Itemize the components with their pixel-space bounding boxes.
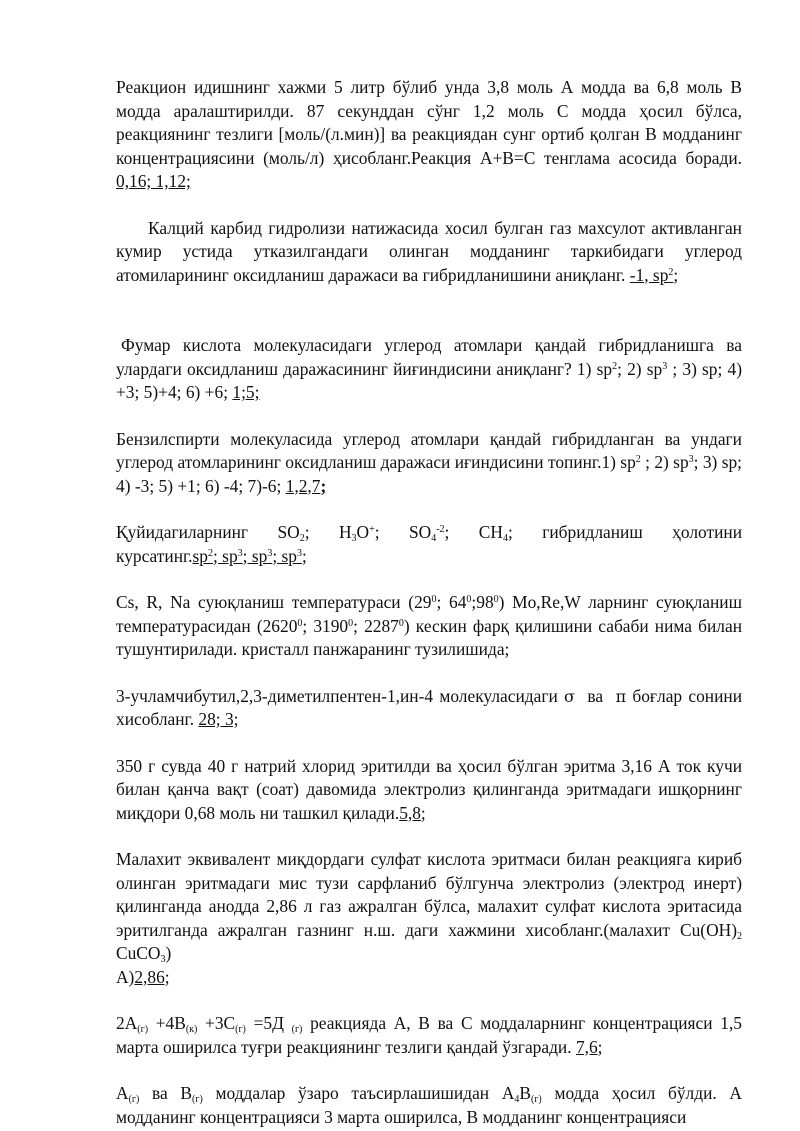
problem-sigma-pi-bonds: 3-учламчибутил,2,3-диметилпентен-1,ин-4 молекуласидаги σ ва π боғлар сонини хисобланг. 28; 3; bbox=[116, 685, 742, 729]
answer: 28; 3; bbox=[198, 709, 239, 729]
problem-text: Қуйидагиларнинг $SO_2$; $H_3O^+$; $SO_4^{-2}$; $CH_4$; гибридланиш ҳолотини bbox=[116, 522, 742, 544]
problem-text: Калций карбид гидролизи натижасида хосил булган газ махсулот активланган кумир устида утказилгандаги олинган модданинг таркибидаги углерод атомиларининг оксидланиш даражаси ва гибридланишини аниқланг. bbox=[116, 217, 742, 285]
problem-text: Фумар кислота молекуласидаги углерод атомлари қандай гибридланишга ва улардаги оксидланиш даражасининг йиғиндисини аниқланг? 1) sp bbox=[116, 335, 742, 379]
problem-calcium-carbide bbox=[116, 217, 742, 288]
problem-reaction-rate bbox=[116, 76, 742, 194]
problem-text: Малахит эквивалент миқдордаги сулфат кислота эритмаси билан реакцияга кириб олинган эритмадаги мис тузи сарфланиб бўлгунча электролиз (электрод инерт) қилинганда анодда 2,86 л газ ажралган бўлса, малахит сулфат кислота эритасида эритилганда ажралган газнинг н.ш. даги хажмини хисобланг.(малахит Cu(OH) bbox=[116, 849, 742, 940]
problem-hybridization-list: Қуйидагиларнинг $SO_2$; $H_3O^+$; $SO_4^{-2}$; $CH_4$; гибридланиш ҳолотини $курсатинг.sp^2$; $sp^3$; $sp^3$; $sp^3$; bbox=[116, 522, 742, 566]
answer: 7,6; bbox=[575, 1036, 603, 1057]
answer: $sp^2$; $sp^3$; $sp^3$; $sp^3$ bbox=[192, 545, 302, 566]
answer: 1,2,7 bbox=[285, 475, 321, 496]
sigma-symbol: σ bbox=[564, 686, 575, 706]
problem-melting-points: Cs, R, Na суюқланиш температураси ($29^0$; $64^0;98^0$) Mo,Re,W ларнинг суюқланиш температурасидан (2620$^0$; 3190$^0$; 2287$^0$) кескин фарқ қилишини сабаби нима билан тушунтирилади. кристалл панжаранинг тузилишида; bbox=[116, 592, 742, 659]
answer: -1, $sp^2$; bbox=[629, 264, 679, 285]
answer: 2,86; bbox=[134, 966, 170, 987]
problem-a4b-formation: $А_{(г)}$ ва $В_{(г)}$ моддалар ўзаро таъсирлашишидан $А_4В_{(г)}$ модда ҳосил бўлди. А модданинг концентрацияси 3 марта оширилса, В модданинг концентрацияси bbox=[116, 1083, 742, 1127]
problem-malachite: Малахит эквивалент миқдордаги сулфат кислота эритмаси билан реакцияга кириб олинган эритмадаги мис тузи сарфланиб бўлгунча электролиз (электрод инерт) қилинганда анодда 2,86 л газ ажралган бўлса, малахит сулфат кислота эритасида эритилганда ажралган газнинг н.ш. даги хажмини хисобланг.(малахит $Cu(OH)_2$ CuCO$_3$) А)2,86; bbox=[116, 849, 742, 987]
problem-text: 350 г сувда 40 г натрий хлорид эритилди ва ҳосил бўлган эритма 3,16 А ток кучи билан қанча вақт (соат) давомида электролиз қилинганда эритмадаги ишқорнинг миқдори 0,68 моль ни ташкил қилади. bbox=[116, 755, 742, 823]
answer: 5,8; bbox=[399, 802, 426, 823]
problem-benzyl-alcohol: Бензилспирти молекуласида углерод атомлари қандай гибридланган ва ундаги углерод атомларининг оксидланиш даражаси иғиндисини топинг.1) $sp^2$ ; 2) $sp^3$; 3) sp; 4) -3; 5) +1; 6) -4; 7)-6; 1,2,7; bbox=[116, 428, 743, 496]
pi-symbol: π bbox=[615, 686, 627, 706]
problem-electrolysis-nacl bbox=[116, 755, 742, 826]
problem-reaction-rate-change: $2А_{(г)} +4В_{(к)} +3С_{(г)} =5Д$ $_{(г)}$ реакцияда А, В ва С моддаларнинг концентрацияси 1,5 марта оширилса туғри реакциянинг тезлиги қандай ўзгаради. 7,6; bbox=[116, 1013, 743, 1057]
answer: 0,16; 1,12; bbox=[116, 171, 191, 191]
problem-fumaric-acid: Фумар кислота молекуласидаги углерод атомлари қандай гибридланишга ва улардаги оксидланиш даражасининг йиғиндисини аниқланг? 1) $sp^2$; 2) $sp^3$ ; 3) sp; 4) +3; 5)+4; 6) +6; 1;5; bbox=[116, 335, 742, 402]
answer: 1;5; bbox=[232, 382, 260, 402]
problem-text: Бензилспирти молекуласида углерод атомлари қандай гибридланган ва ундаги углерод атомларининг оксидланиш даражаси иғиндисини топинг.1) sp bbox=[116, 428, 742, 472]
problem-text: Реакцион идишнинг хажми 5 литр бўлиб унда 3,8 моль А модда ва 6,8 моль В модда аралаштирилди. 87 секунддан сўнг 1,2 моль С модда ҳосил бўлса, реакциянинг тезлиги [моль/(л.мин)] ва реакциядан сунг ортиб қолган В модданинг концентрациясини (моль/л) ҳисобланг.Реакция А+В=С тенглама асосида боради. bbox=[116, 77, 742, 168]
